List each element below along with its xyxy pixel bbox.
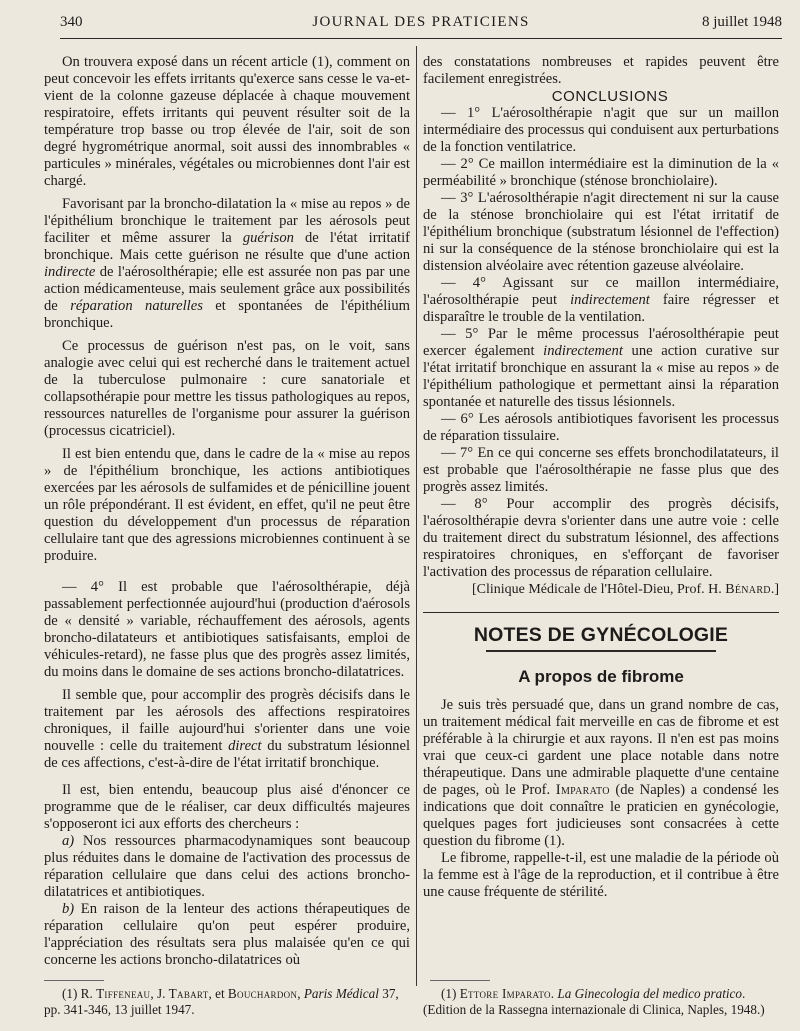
paragraph: a) Nos ressources pharmacodynamiques sont beaucoup plus réduites dans le domaine de l'activation des processus de réparation cellulaire que dans celui des actions broncho-dilatatrices et antibiotiques. <box>44 833 410 900</box>
paragraph: Il est bien entendu que, dans le cadre de la « mise au repos » de l'épithélium bronchique, les actions antibiotiques exercées par les aérosols de sulfamides et de pénicilline jouent un rôle prépondérant. Il est évident, en effet, qu'il ne peut être question du développement d'un processus de réparation cellulaire tant que des agressions microbiennes continuent à se produire. <box>44 446 410 564</box>
footnote-rule <box>430 980 490 981</box>
footnote-right <box>423 986 779 1018</box>
paragraph: Je suis très persuadé que, dans un grand nombre de cas, un traitement médical fait merveille en cas de fibrome et est préférable à la chirurgie et aux rayons. Il n'en est pas moins vrai que ceux-ci gardent une place notable dans notre thérapeutique. Dans une admirable plaquette d'une centaine de pages, où le Prof. Imparato (de Naples) a condensé les indications que doit connaître le praticien en gynécologie, quelques pages fort judicieuses sont consacrées à cette question du fibrome (1). <box>423 697 779 849</box>
footnote-rule <box>44 980 104 981</box>
journal-title: JOURNAL DES PRATICIENS <box>312 14 530 30</box>
footnote-text: (1) R. Tiffeneau, J. Tabart, et Bouchardon, Paris Médical 37, pp. 341-346, 13 juillet 1947. <box>44 986 399 1017</box>
conclusion-item: — 5° Par le même processus l'aérosolthérapie peut exercer également indirectement une action curative sur l'état irritatif bronchique en assurant la « mise au repos » de l'épithélium pathologique et permettant ainsi la réparation spontanée et naturelle des tissus lésionnels. <box>423 326 779 410</box>
conclusions-heading: CONCLUSIONS <box>551 88 669 105</box>
conclusion-item: — 4° Agissant sur ce maillon intermédiaire, l'aérosolthérapie peut indirectement faire régresser et disparaître le trouble de la ventilation. <box>423 275 780 325</box>
conclusion-item: — 3° L'aérosolthérapie n'agit directement ni sur la cause de la sténose bronchiolaire qui est l'état irritatif de l'épithélium bronchique (substratum lésionnel de l'effection) ni sur la conséquence de la sténose bronchiolaire qui est la distension alvéolaire avec rétention gazeuse alvéolaire. <box>423 190 779 274</box>
article-subheading: A propos de fibrome <box>518 667 684 686</box>
conclusion-item: — 7° En ce qui concerne ses effets bronchodilatateurs, il est probable que l'aérosolthérapie ne fasse plus que des progrès assez limités. <box>423 445 779 495</box>
page-number: 340 <box>60 14 83 30</box>
section-rule <box>423 612 779 613</box>
paragraph: Le fibrome, rappelle-t-il, est une maladie de la période où la femme est à l'âge de la reproduction, et il contribue à être une cause fréquente de stérilité. <box>423 850 779 900</box>
conclusion-item: — 2° Ce maillon intermédiaire est la diminution de la « perméabilité » bronchique (sténose bronchiolaire). <box>423 156 779 189</box>
right-column <box>423 54 779 901</box>
heading-underline <box>486 650 716 652</box>
footnote-text: (1) Ettore Imparato. La Ginecologia del medico pratico. (Edition de la Rassegna internazionale di Clinica, Naples, 1948.) <box>423 986 765 1017</box>
page-header <box>60 14 782 38</box>
paragraph: Il est, bien entendu, beaucoup plus aisé d'énoncer ce programme que de le réaliser, car deux difficultés majeures s'opposeront ici aux efforts des chercheurs : <box>44 782 410 832</box>
paragraph: — 4° Il est probable que l'aérosolthérapie, déjà passablement perfectionnée aujourd'hui (production d'aérosols de « densité » variable, réchauffement des aérosols, agents broncho-dilatateurs et antibiotiques satisfaisants, emploi de véhicules-retard), ne fasse plus que des progrès assez limités, du moins dans le domaine de ses actions broncho-dilatatrices. <box>44 579 410 680</box>
paragraph: Ce processus de guérison n'est pas, on le voit, sans analogie avec celui qui est recherché dans le traitement actuel de la tuberculose pulmonaire : cure sanatoriale et collapsothérapie pour mettre les tissus pathologiques au repos, ressources naturelles de l'organisme pour assurer la guérison (processus cicatriciel). <box>44 338 410 439</box>
clinic-attribution: [Clinique Médicale de l'Hôtel-Dieu, Prof. H. Bénard.] <box>471 582 779 597</box>
paragraph: On trouvera exposé dans un récent article (1), comment on peut concevoir les effets irritants qu'exerce sans cesse le va-et-vient de la colonne gazeuse déplacée à chaque mouvement respiratoire, effets irritants qui peuvent résulter soit de la température trop basse ou trop élevée de l'air, soit de son degré hygrométrique anormal, soit aussi des innombrables « particules » minérales, végétales ou microbiennes dont l'air est chargé. <box>44 54 410 189</box>
paragraph: des constatations nombreuses et rapides peuvent être facilement enregistrées. <box>423 54 779 87</box>
paragraph: b) En raison de la lenteur des actions thérapeutiques de réparation cellulaire qu'on peut espérer produire, l'appréciation des résultats sera plus malaisée qu'en ce qui concerne les actions broncho-dilatatrices où <box>44 901 410 968</box>
left-column <box>44 54 410 969</box>
conclusion-item: — 6° Les aérosols antibiotiques favorisent les processus de réparation tissulaire. <box>423 411 779 444</box>
paragraph: Favorisant par la broncho-dilatation la « mise au repos » de l'épithélium bronchique le traitement par les aérosols peut faciliter et même assurer la guérison de l'état irritatif bronchique. Mais cette guérison ne résulte que d'une action indirecte de l'aérosolthérapie; elle est assurée non pas par une action médicamenteuse, mais seulement grâce aux possibilités de réparation naturelles et spontanées de l'épithélium bronchique. <box>44 196 410 331</box>
issue-date: 8 juillet 1948 <box>702 14 782 30</box>
header-rule <box>60 38 782 39</box>
conclusion-item: — 8° Pour accomplir des progrès décisifs, l'aérosolthérapie devra s'orienter dans une autre voie : celle du traitement direct du substratum lésionnel, des affections respiratoires chroniques, en s'efforçant de favoriser l'activation des processus de réparation cellulaire. <box>423 496 779 580</box>
column-divider <box>416 46 417 986</box>
conclusion-item: — 1° L'aérosolthérapie n'agit que sur un maillon intermédiaire des processus qui conduisent aux perturbations de la fonction ventilatrice. <box>423 105 779 155</box>
footnote-left <box>44 986 410 1018</box>
paragraph: Il semble que, pour accomplir des progrès décisifs dans le traitement par les aérosols des affections respiratoires chroniques, il faille aujourd'hui s'orienter dans une voie nouvelle : celle du traitement direct du substratum lésionnel de ces affections, c'est-à-dire de l'état irritatif bronchique. <box>44 687 410 771</box>
section-heading: NOTES DE GYNÉCOLOGIE <box>473 624 729 646</box>
